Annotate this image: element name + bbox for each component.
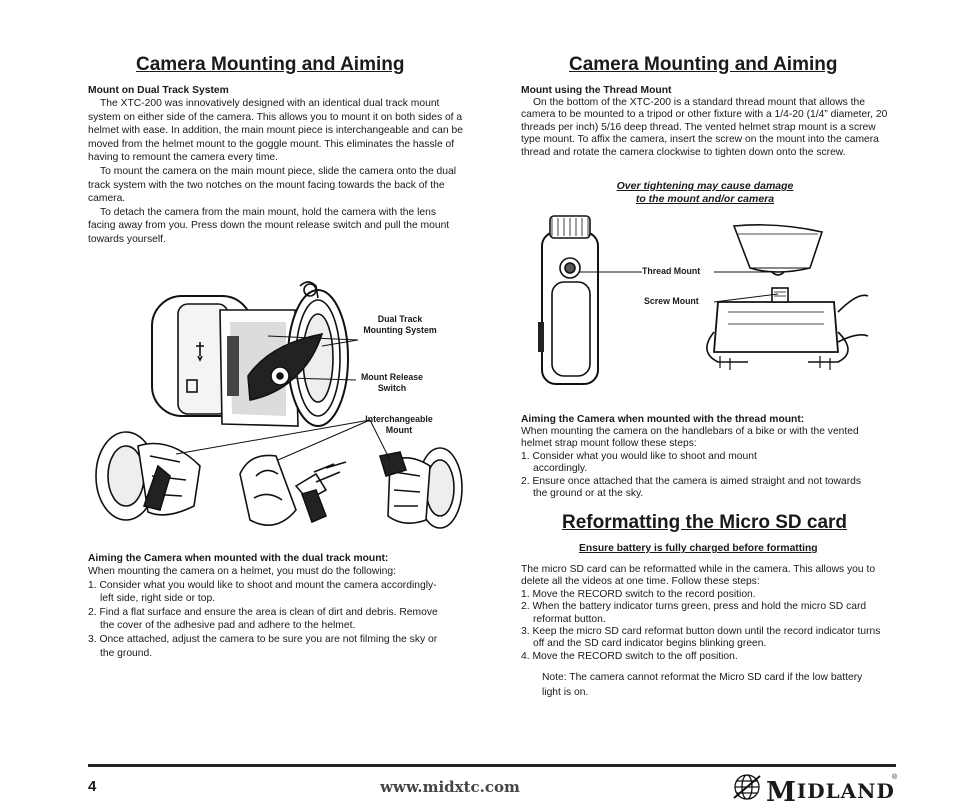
dual-track-heading: Mount on Dual Track System	[88, 85, 229, 96]
midland-logo	[732, 770, 898, 808]
aiming-thread-step-2: 2. Ensure once attached that the camera is aimed straight and not towards the ground or at the sky.	[521, 475, 861, 500]
globe-icon	[732, 772, 762, 802]
dual-track-para-1: The XTC-200 was innovatively designed with an identical dual track mount system on either side of the camera. This allows you to mount it on both sides of a helmet with ease. In addition, the main mount piece is interchangeable and can be moved from the helmet mount to the goggle mount. This eliminates the hassle of having to remount the camera every time.	[88, 98, 463, 164]
dual-track-para-3: To detach the camera from the main mount, hold the camera with the lens facing away from you. Press down the mount release switch and pull the mount towards yourself.	[88, 206, 450, 245]
website-url[interactable]: www.midxtc.com	[380, 778, 520, 796]
midland-logo-initial: M	[766, 777, 797, 808]
aiming-thread-intro: When mounting the camera on the handlebars of a bike or with the vented helmet strap mount follow these steps:	[521, 426, 859, 450]
aiming-dual-step-1: 1. Consider what you would like to shoot and mount the camera accordingly- left side, right side or top.	[88, 579, 437, 605]
aiming-thread-text	[521, 426, 881, 500]
aiming-dual-step-3: 3. Once attached, adjust the camera to be sure you are not filming the sky or the ground.	[88, 633, 438, 659]
thread-mount-text	[521, 97, 897, 159]
dual-track-text	[88, 97, 463, 247]
right-page-title: Camera Mounting and Aiming	[569, 54, 838, 75]
reformat-text	[521, 564, 891, 663]
aiming-dual-step-2: 2. Find a flat surface and ensure the area is clean of dirt and debris. Remove the cover of the adhesive pad and adhere to the helmet.	[88, 606, 438, 632]
reformat-step-3: 3. Keep the micro SD card reformat button down until the record indicator turns off and the SD card indicator begins blinking green.	[521, 626, 881, 650]
left-page-title: Camera Mounting and Aiming	[136, 54, 405, 75]
overtightening-warning: Over tightening may cause damage to the mount and/or camera	[616, 180, 794, 205]
page-number: 4	[88, 778, 97, 795]
reformat-step-2: 2. When the battery indicator turns green, press and hold the micro SD card reformat button.	[521, 601, 867, 625]
registered-mark: ®	[892, 774, 898, 781]
mount-release-callout: Mount Release Switch	[360, 372, 424, 393]
reformat-step-1: 1. Move the RECORD switch to the record position.	[521, 588, 756, 600]
screw-mount-callout: Screw Mount	[644, 296, 699, 306]
aiming-dual-intro: When mounting the camera on a helmet, you must do the following:	[88, 566, 396, 577]
aiming-thread-step-1: 1. Consider what you would like to shoot and mount accordingly.	[521, 450, 757, 475]
reformat-battery-note: Ensure battery is fully charged before formatting	[579, 543, 818, 554]
midland-wordmark	[766, 777, 895, 808]
thread-mount-illustration	[538, 212, 868, 392]
midland-logo-rest: IDLAND	[796, 779, 895, 803]
reformat-title: Reformatting the Micro SD card	[562, 512, 848, 533]
aiming-thread-heading: Aiming the Camera when mounted with the thread mount:	[521, 414, 805, 425]
thread-mount-callout: Thread Mount	[642, 266, 701, 276]
footer-rule	[88, 764, 896, 767]
dual-track-callout: Dual Track Mounting System	[363, 314, 437, 335]
thread-mount-heading: Mount using the Thread Mount	[521, 85, 672, 96]
reformat-intro: The micro SD card can be reformatted while in the camera. This allows you to delete all the videos at one time. Follow these steps:	[521, 564, 876, 588]
reformat-step-4: 4. Move the RECORD switch to the off position.	[521, 650, 738, 662]
interchangeable-mount-callout: Interchangeable Mount	[365, 414, 433, 435]
thread-mount-para: On the bottom of the XTC-200 is a standard thread mount that allows the camera to be mounted to a tripod or other fixture with a 1/4-20 (1/4” diameter, 20 threads per inch) 5/16 deep thread. The vented helmet strap mount is a screw type mount. To affix the camera, insert the screw on the mount into the camera thread and rotate the camera clockwise to tighten down onto the screw.	[521, 97, 888, 158]
dual-track-para-2: To mount the camera on the main mount piece, slide the camera onto the dual track system with the two notches on the mount facing towards the back of the camera.	[88, 165, 457, 205]
aiming-dual-heading: Aiming the Camera when mounted with the dual track mount:	[88, 553, 389, 564]
aiming-dual-text	[88, 565, 450, 660]
reformat-note: Note: The camera cannot reformat the Micro SD card if the low battery light is on.	[542, 672, 863, 698]
